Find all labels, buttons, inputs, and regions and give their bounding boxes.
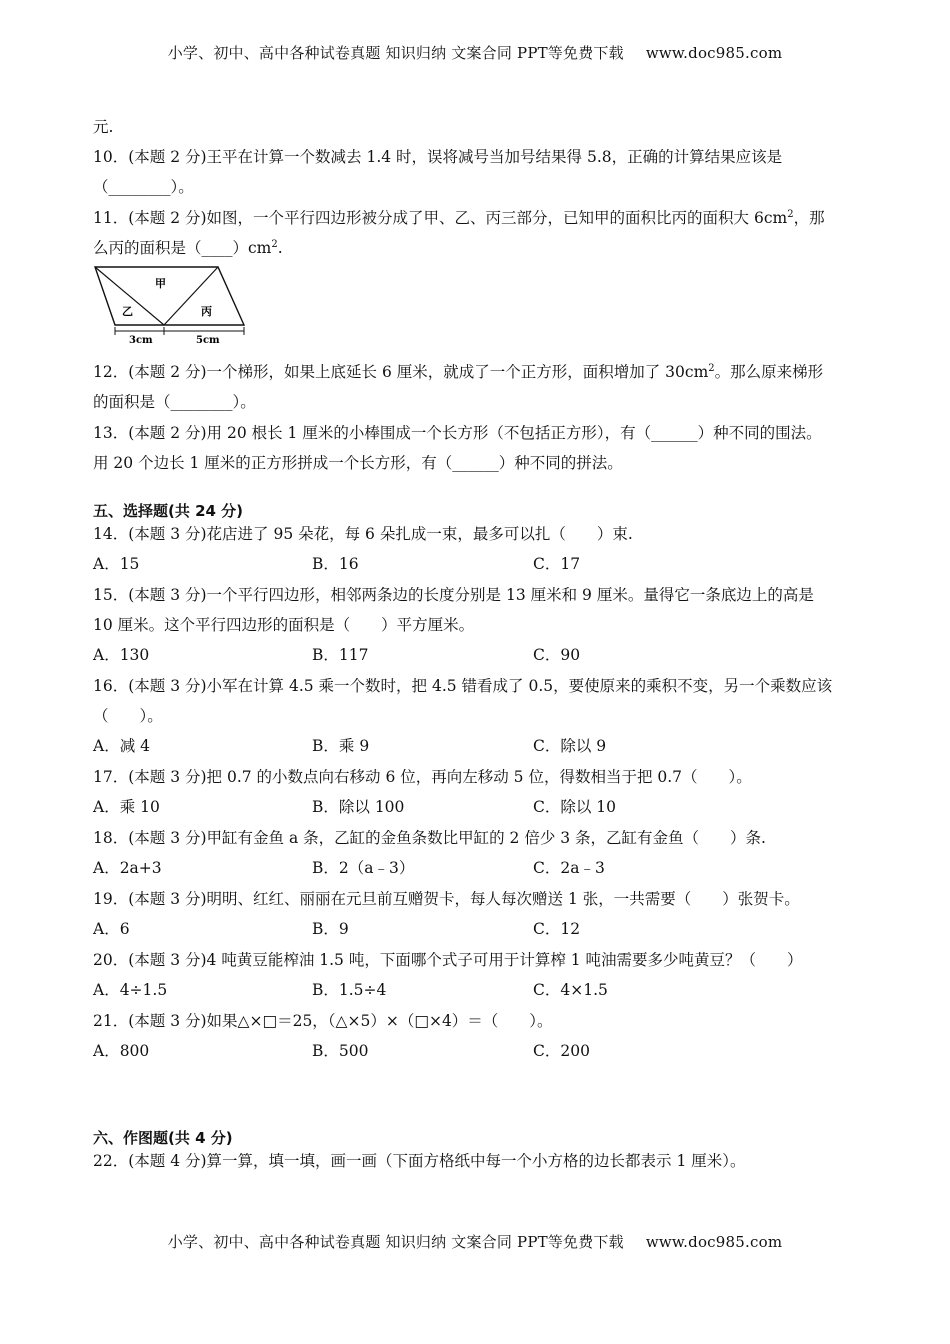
parallelogram-figure: [93, 265, 253, 345]
section-5-title: 五、选择题(共 24 分): [93, 502, 244, 520]
question-15: 15．(本题 3 分)一个平行四边形，相邻两条边的长度分别是 13 厘米和 9 厘米。量得它一条底边上的高是: [93, 586, 814, 604]
q20-option-c: C．4×1.5: [533, 981, 608, 999]
footer-site: www.doc985.com: [645, 1233, 783, 1251]
q16-option-c: C．除以 9: [533, 737, 607, 755]
q15-option-c: C．90: [533, 646, 581, 664]
text-line: 元.: [93, 118, 114, 136]
q21-option-b: B．500: [312, 1042, 369, 1060]
q17-option-a: A．乘 10: [93, 798, 160, 816]
q19-option-b: B．9: [312, 920, 349, 938]
question-10: 10．(本题 2 分)王平在计算一个数减去 1.4 时，误将减号当加号结果得 5.8，正确的计算结果应该是: [93, 148, 783, 166]
header-site: www.doc985.com: [645, 44, 783, 62]
question-18: 18．(本题 3 分)甲缸有金鱼 a 条，乙缸的金鱼条数比甲缸的 2 倍少 3 条，乙缸有金鱼（ ）条.: [93, 829, 766, 847]
label-bing: 丙: [201, 305, 212, 318]
question-11: 11．(本题 2 分)如图，一个平行四边形被分成了甲、乙、丙三部分，已知甲的面积比丙的面积大 $6cm^2$，那: [93, 208, 825, 227]
q15-option-a: A．130: [93, 646, 150, 664]
q14-option-c: C．17: [533, 555, 581, 573]
question-11-blank: 么丙的面积是$(\_\_\_\_)cm^2$.: [93, 238, 283, 257]
question-12-blank: 的面积是（________）。: [93, 393, 256, 411]
header-text: 小学、初中、高中各种试卷真题 知识归纳 文案合同 PPT等免费下载: [167, 44, 624, 62]
q20-option-a: A．4÷1.5: [93, 981, 168, 999]
label-yi: 乙: [122, 305, 133, 318]
q18-option-b: B．2（a﹣3）: [312, 859, 415, 877]
q16-option-b: B．乘 9: [312, 737, 370, 755]
q21-option-c: C．200: [533, 1042, 590, 1060]
q19-option-c: C．12: [533, 920, 581, 938]
footer-text: 小学、初中、高中各种试卷真题 知识归纳 文案合同 PPT等免费下载: [167, 1233, 624, 1251]
q15-option-b: B．117: [312, 646, 369, 664]
question-17: 17．(本题 3 分)把 0.7 的小数点向右移动 6 位，再向左移动 5 位，得数相当于把 0.7（ ）。: [93, 768, 752, 786]
q17-option-c: C．除以 10: [533, 798, 617, 816]
q16-option-a: A．减 4: [93, 737, 150, 755]
q17-option-b: B．除以 100: [312, 798, 405, 816]
question-13-second: 用 20 个边长 1 厘米的正方形拼成一个长方形，有（______）种不同的拼法。: [93, 454, 623, 472]
question-10-blank: （________）。: [93, 178, 194, 196]
dim-left: 3cm: [129, 335, 153, 345]
q14-option-a: A．15: [93, 555, 140, 573]
question-20: 20．(本题 3 分)4 吨黄豆能榨油 1.5 吨，下面哪个式子可用于计算榨 1 吨油需要多少吨黄豆？（ ）: [93, 951, 803, 969]
question-13: 13．(本题 2 分)用 20 根长 1 厘米的小棒围成一个长方形（不包括正方形），有（______）种不同的围法。: [93, 424, 822, 442]
question-21: 21．(本题 3 分)如果△×□＝25，（△×5）×（□×4）＝（ ）。: [93, 1012, 553, 1030]
question-22: 22．(本题 4 分)算一算，填一填，画一画（下面方格纸中每一个小方格的边长都表示 1 厘米）。: [93, 1152, 746, 1170]
question-16: 16．(本题 3 分)小军在计算 4.5 乘一个数时，把 4.5 错看成了 0.5，要使原来的乘积不变，另一个乘数应该: [93, 677, 833, 695]
label-jia: 甲: [155, 277, 166, 290]
question-15-second: 10 厘米。这个平行四边形的面积是（ ）平方厘米。: [93, 616, 475, 634]
q18-option-c: C．2a﹣3: [533, 859, 605, 877]
q21-option-a: A．800: [93, 1042, 150, 1060]
q18-option-a: A．2a+3: [93, 859, 162, 877]
question-14: 14．(本题 3 分)花店进了 95 朵花，每 6 朵扎成一束，最多可以扎（ ）束.: [93, 525, 633, 543]
section-6-title: 六、作图题(共 4 分): [93, 1129, 233, 1147]
question-19: 19．(本题 3 分)明明、红红、丽丽在元旦前互赠贺卡，每人每次赠送 1 张，一共需要（ ）张贺卡。: [93, 890, 800, 908]
question-16-blank: （ ）。: [93, 707, 163, 725]
page-header: [0, 42, 950, 63]
dim-right: 5cm: [196, 335, 220, 345]
question-12: 12．(本题 2 分)一个梯形，如果上底延长 6 厘米，就成了一个正方形，面积增加了 $30cm^2$。那么原来梯形: [93, 362, 824, 381]
q14-option-b: B．16: [312, 555, 359, 573]
q20-option-b: B．1.5÷4: [312, 981, 387, 999]
page-footer: [0, 1231, 950, 1252]
q19-option-a: A．6: [93, 920, 130, 938]
